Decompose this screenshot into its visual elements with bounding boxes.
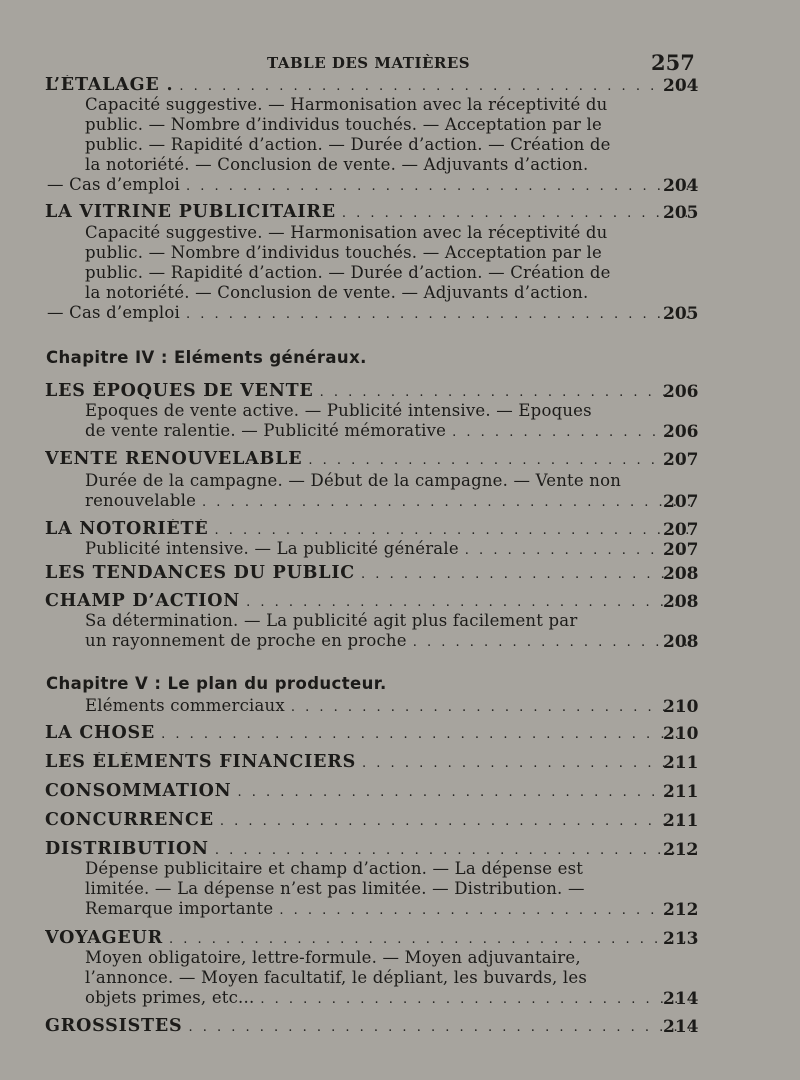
toc-subentry — [85, 263, 650, 282]
dot-leader — [186, 307, 690, 322]
toc-entry — [45, 563, 690, 583]
toc-subentry — [85, 243, 650, 262]
entry-text: — Cas d’emploi — [47, 175, 180, 194]
toc-subentry — [47, 175, 690, 194]
entry-page-number: 211 — [663, 782, 699, 802]
dot-leader — [413, 635, 690, 650]
dot-leader — [279, 903, 690, 918]
entry-page-number: 205 — [663, 203, 699, 223]
toc-subentry — [85, 948, 650, 967]
entry-page-number: 206 — [663, 422, 699, 442]
toc-subentry — [85, 988, 690, 1007]
entry-page-number: 207 — [663, 520, 699, 540]
toc-subentry — [85, 899, 690, 918]
toc-subentry — [85, 95, 650, 114]
entry-text: Capacité suggestive. — Harmonisation avec la réceptivité du — [85, 223, 608, 242]
entry-page-number: 208 — [663, 632, 699, 652]
entry-text: L’ÉTALAGE . — [45, 75, 174, 95]
toc-entry — [45, 723, 690, 743]
entry-text: CONCURRENCE — [45, 810, 214, 830]
toc-subentry — [85, 968, 650, 987]
entry-page-number: 213 — [663, 929, 699, 949]
toc-entry — [45, 752, 690, 772]
entry-page-number: 210 — [663, 697, 699, 717]
entry-text: de vente ralentie. — Publicité mémorative — [85, 421, 447, 440]
entry-page-number: 207 — [663, 540, 699, 560]
entry-text: CHAMP D’ACTION — [45, 591, 241, 611]
toc-entry — [45, 1016, 690, 1036]
toc-subentry — [85, 155, 650, 174]
dot-leader — [186, 179, 690, 194]
entry-page-number: 211 — [663, 811, 699, 831]
entry-text: LA VITRINE PUBLICITAIRE — [45, 202, 336, 222]
dot-leader — [465, 543, 690, 558]
toc-entry — [45, 449, 690, 469]
dot-leader — [452, 425, 690, 440]
chapter-heading: Chapitre V : Le plan du producteur. — [46, 674, 387, 693]
toc-entry — [45, 75, 690, 95]
dot-leader — [342, 206, 690, 221]
entry-text: l’annonce. — Moyen facultatif, le dépliant, les buvards, les — [85, 968, 588, 987]
entry-page-number: 211 — [663, 753, 699, 773]
toc-subentry — [85, 135, 650, 154]
dot-leader — [291, 700, 690, 715]
entry-text: Sa détermination. — La publicité agit plus facilement par — [85, 611, 578, 630]
dot-leader — [161, 727, 690, 742]
entry-text: GROSSISTES — [45, 1016, 183, 1036]
entry-page-number: 208 — [663, 564, 699, 584]
entry-page-number: 205 — [663, 304, 699, 324]
entry-page-number: 207 — [663, 450, 699, 470]
entry-text: limitée. — La dépense n’est pas limitée. — Distribution. — — [85, 879, 585, 898]
entry-page-number: 204 — [663, 76, 699, 96]
toc-subentry — [85, 115, 650, 134]
entry-page-number: 207 — [663, 492, 699, 512]
dot-leader — [260, 992, 690, 1007]
toc-entry — [45, 810, 690, 830]
entry-text: DISTRIBUTION — [45, 839, 209, 859]
entry-text: la notoriété. — Conclusion de vente. — Adjuvants d’action. — [85, 283, 589, 302]
toc-subentry — [85, 421, 690, 440]
entry-text: LA CHOSE — [45, 723, 156, 743]
dot-leader — [215, 523, 690, 538]
entry-page-number: 206 — [663, 382, 699, 402]
toc-entry — [45, 928, 690, 948]
entry-text: Moyen obligatoire, lettre-formule. — Moyen adjuvantaire, — [85, 948, 581, 967]
dot-leader — [320, 385, 690, 400]
entry-text: CONSOMMATION — [45, 781, 232, 801]
entry-text: objets primes, etc... — [85, 988, 255, 1007]
entry-text: LES TENDANCES DU PUBLIC — [45, 563, 356, 583]
toc-subentry — [85, 539, 690, 558]
entry-page-number: 212 — [663, 840, 699, 860]
toc-subentry — [85, 223, 650, 242]
dot-leader — [202, 495, 690, 510]
entry-page-number: 212 — [663, 900, 699, 920]
dot-leader — [308, 453, 690, 468]
entry-text: un rayonnement de proche en proche — [85, 631, 407, 650]
dot-leader — [361, 567, 690, 582]
entry-text: VOYAGEUR — [45, 928, 163, 948]
entry-page-number: 204 — [663, 176, 699, 196]
toc-subentry — [85, 879, 650, 898]
dot-leader — [215, 843, 690, 858]
dot-leader — [179, 79, 690, 94]
toc-subentry — [85, 859, 650, 878]
entry-text: public. — Nombre d’individus touchés. — Acceptation par le — [85, 115, 602, 134]
entry-page-number: 208 — [663, 592, 699, 612]
toc-subentry — [85, 611, 650, 630]
entry-text: LES ÉPOQUES DE VENTE — [45, 381, 314, 401]
entry-text: Publicité intensive. — La publicité générale — [85, 539, 459, 558]
toc-subentry — [85, 491, 690, 510]
toc-subentry — [85, 631, 690, 650]
toc-entry — [45, 591, 690, 611]
toc-subentry — [85, 401, 650, 420]
dot-leader — [362, 756, 690, 771]
chapter-heading: Chapitre IV : Eléments généraux. — [46, 348, 367, 367]
toc-subentry — [85, 283, 650, 302]
entry-page-number: 214 — [663, 989, 699, 1009]
entry-text: Eléments commerciaux — [85, 696, 285, 715]
entry-text: public. — Rapidité d’action. — Durée d’action. — Création de — [85, 135, 611, 154]
entry-page-number: 214 — [663, 1017, 699, 1037]
entry-text: public. — Nombre d’individus touchés. — Acceptation par le — [85, 243, 602, 262]
entry-text: Durée de la campagne. — Début de la campagne. — Vente non — [85, 471, 622, 490]
toc-entry — [45, 839, 690, 859]
running-title: TABLE DES MATIÈRES — [267, 54, 471, 72]
toc-subentry — [85, 696, 690, 715]
toc-entry — [45, 781, 690, 801]
toc-entry — [45, 202, 690, 222]
entry-text: Dépense publicitaire et champ d’action. — La dépense est — [85, 859, 584, 878]
entry-text: LES ÉLÉMENTS FINANCIERS — [45, 752, 357, 772]
entry-text: renouvelable — [85, 491, 197, 510]
entry-text: la notoriété. — Conclusion de vente. — Adjuvants d’action. — [85, 155, 589, 174]
dot-leader — [220, 814, 690, 829]
entry-page-number: 210 — [663, 724, 699, 744]
entry-text: LA NOTORIÉTÉ — [45, 519, 209, 539]
toc-subentry — [85, 471, 650, 490]
dot-leader — [188, 1020, 690, 1035]
dot-leader — [246, 595, 690, 610]
toc-entry — [45, 519, 690, 539]
page-number: 257 — [651, 50, 695, 75]
entry-text: VENTE RENOUVELABLE — [45, 449, 303, 469]
entry-text: Capacité suggestive. — Harmonisation avec la réceptivité du — [85, 95, 608, 114]
entry-text: — Cas d’emploi — [47, 303, 180, 322]
dot-leader — [237, 785, 690, 800]
entry-text: Epoques de vente active. — Publicité intensive. — Epoques — [85, 401, 592, 420]
toc-entry — [45, 381, 690, 401]
entry-text: public. — Rapidité d’action. — Durée d’action. — Création de — [85, 263, 611, 282]
toc-subentry — [47, 303, 690, 322]
entry-text: Remarque importante — [85, 899, 274, 918]
dot-leader — [169, 932, 690, 947]
